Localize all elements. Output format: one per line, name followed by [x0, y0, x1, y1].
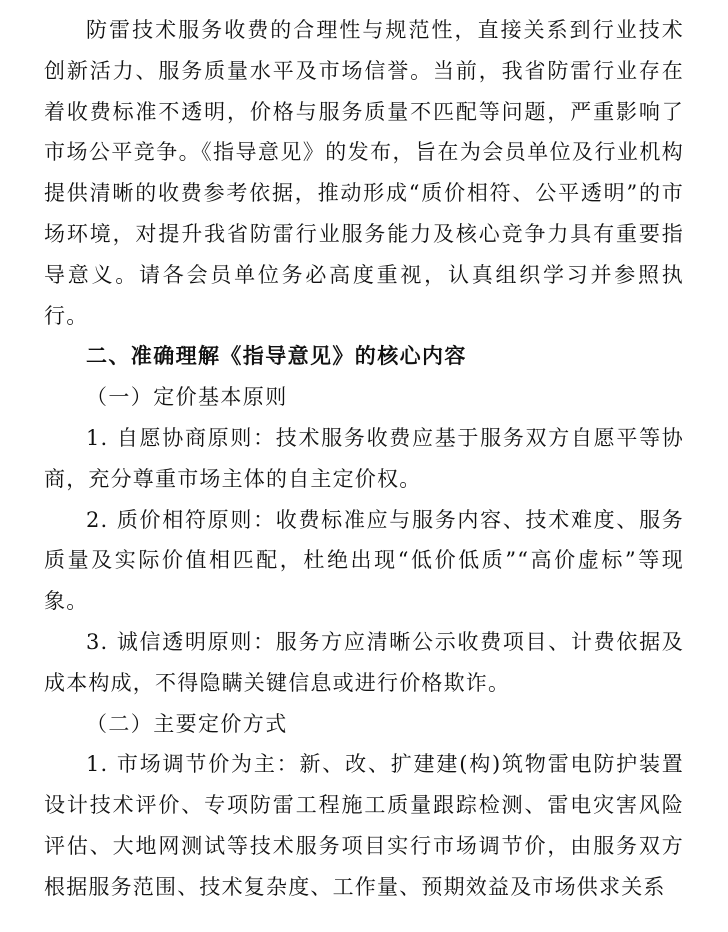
- subsection-heading-principles: （一）定价基本原则: [86, 385, 288, 410]
- intro-paragraph: 防雷技术服务收费的合理性与规范性，直接关系到行业技术创新活力、服务质量水平及市场信誉。当前，我省防雷行业存在着收费标准不透明，价格与服务质量不匹配等问题，严重影响了市场公平竞争。《指导意见》的发布，旨在为会员单位及行业机构提供清晰的收费参考依据，推动形成“质价相符、公平透明”的市场环境，对提升我省防雷行业服务能力及核心竞争力具有重要指导意义。请各会员单位务必高度重视，认真组织学习并参照执行。: [44, 18, 684, 328]
- method-paragraph-1: 1. 市场调节价为主：新、改、扩建建(构)筑物雷电防护装置设计技术评价、专项防雷工程施工质量跟踪检测、雷电灾害风险评估、大地网测试等技术服务项目实行市场调节价，由服务双方根据服务范围、技术复杂度、工作量、预期效益及市场供求关系: [44, 752, 684, 899]
- section-heading: 二、准确理解《指导意见》的核心内容: [86, 343, 467, 369]
- subsection-heading-methods: （二）主要定价方式: [86, 711, 288, 736]
- principle-paragraph-3: 3. 诚信透明原则：服务方应清晰公示收费项目、计费依据及成本构成，不得隐瞒关键信息或进行价格欺诈。: [44, 629, 684, 695]
- principle-paragraph-2: 2. 质价相符原则：收费标准应与服务内容、技术难度、服务质量及实际价值相匹配，杜绝出现“低价低质”“高价虚标”等现象。: [44, 507, 684, 614]
- principle-paragraph-1: 1. 自愿协商原则：技术服务收费应基于服务双方自愿平等协商，充分尊重市场主体的自主定价权。: [44, 425, 684, 491]
